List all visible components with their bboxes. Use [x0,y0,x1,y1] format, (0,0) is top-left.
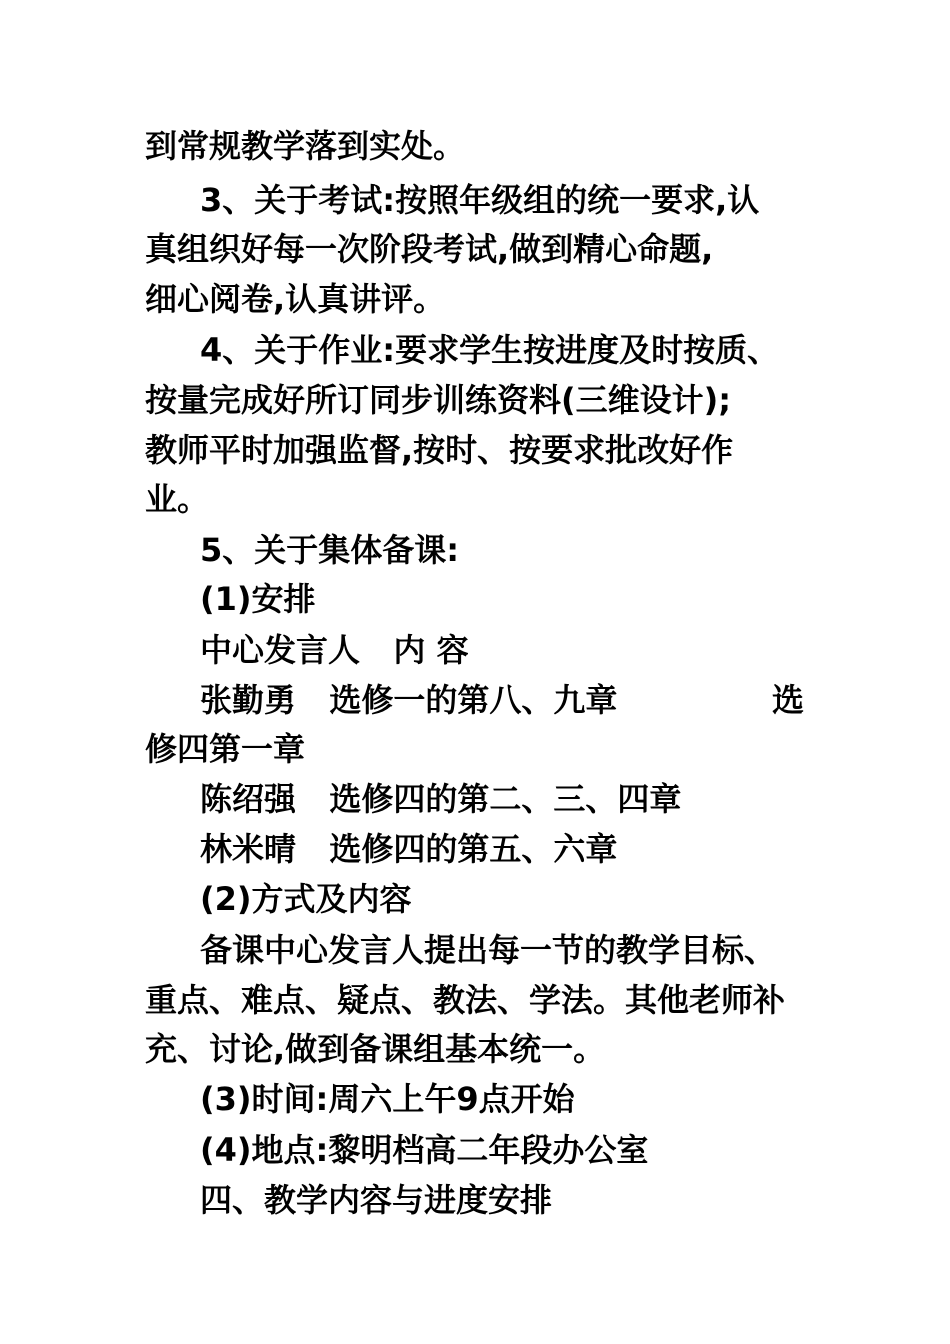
section-heading-4: 四、教学内容与进度安排 [200,1181,553,1219]
paragraph-line: 细心阅卷,认真讲评。 [145,280,446,318]
schedule-row-continuation: 修四第一章 [145,730,306,768]
subitem-location: (4)地点:黎明档高二年段办公室 [200,1131,649,1169]
paragraph-line: 备课中心发言人提出每一节的教学目标、 [200,931,777,969]
item-3-exams: 3、关于考试:按照年级组的统一要求,认 [200,181,760,219]
item-5-lesson-prep: 5、关于集体备课: [200,531,460,569]
paragraph-line: 充、讨论,做到备课组基本统一。 [145,1030,606,1068]
schedule-row-tail: 选 [772,681,805,719]
item-4-homework: 4、关于作业:要求学生按进度及时按质、 [200,331,780,369]
paragraph-line: 重点、难点、疑点、教法、学法。其他老师补 [145,981,786,1019]
subitem-arrangement: (1)安排 [200,580,316,618]
paragraph-line: 业。 [145,480,210,518]
paragraph-line: 到常规教学落到实处。 [145,127,466,165]
schedule-row-chen: 陈绍强 选修四的第二、三、四章 [200,780,682,818]
paragraph-line: 按量完成好所订同步训练资料(三维设计); [145,381,732,419]
subitem-time: (3)时间:周六上午9点开始 [200,1080,575,1118]
schedule-header: 中心发言人 内 容 [200,631,469,669]
paragraph-line: 真组织好每一次阶段考试,做到精心命题, [145,230,714,268]
schedule-row-main: 张勤勇 选修一的第八、九章 [200,681,618,719]
paragraph-line: 教师平时加强监督,按时、按要求批改好作 [145,431,734,469]
subitem-method: (2)方式及内容 [200,880,412,918]
schedule-row-lin: 林米晴 选修四的第五、六章 [200,830,618,868]
